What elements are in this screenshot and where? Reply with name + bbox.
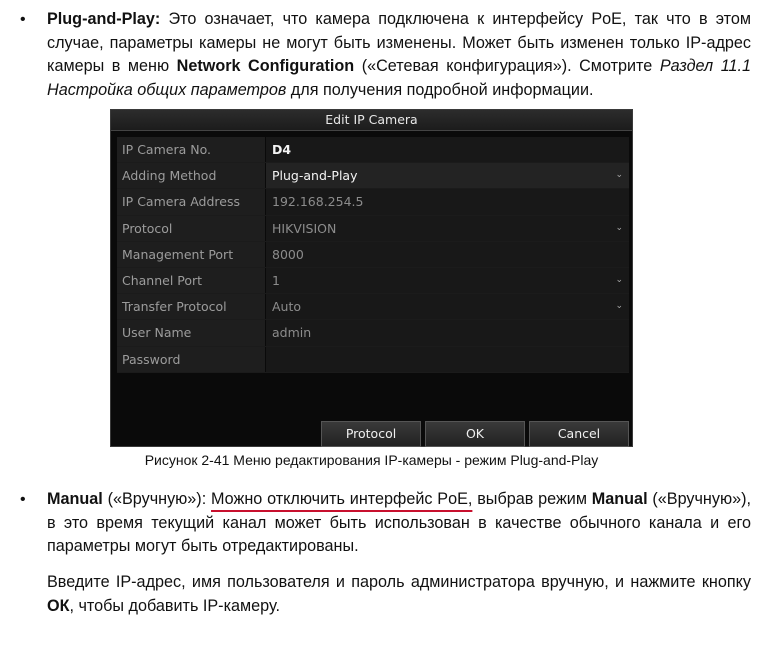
camera-no-field[interactable]: D4 — [266, 137, 629, 162]
section-reference: Раздел 11.1 Настройка общих параметров — [47, 57, 752, 99]
protocol-button[interactable]: Protocol — [321, 421, 421, 447]
dialog-button-bar — [321, 421, 633, 447]
adding-method-select[interactable] — [266, 163, 629, 188]
form-row-transfer-protocol — [117, 294, 629, 320]
channel-port-select[interactable] — [266, 268, 629, 293]
label-ip-address: IP Camera Address — [117, 189, 266, 214]
paragraph-plug-and-play: Plug-and-Play: Это означает, что камера подключена к интерфейсу PoE, так что в этом случае, параметры камеры не могут быть изменены. Может быть изменен только IP-адрес камеры в меню Network Configuration («Сетевая конфигурация»). Смотрите Раздел 11.1 Настройка общих параметров для получения подробной информации. — [47, 10, 752, 99]
password-field[interactable] — [266, 347, 629, 372]
paragraph-instructions: Введите IP-адрес, имя пользователя и пароль администратора вручную, и нажмите кнопку ОК, чтобы добавить IP-камеру. — [47, 573, 751, 615]
protocol-select[interactable] — [266, 216, 629, 241]
form-row-adding-method — [117, 163, 629, 189]
form-row-channel-port — [117, 268, 629, 294]
form-row-password — [117, 347, 629, 373]
term-manual-2: Manual — [591, 490, 648, 508]
edit-ip-camera-dialog — [110, 109, 633, 447]
form-row-camera-no — [117, 137, 629, 163]
label-protocol: Protocol — [117, 216, 266, 241]
ip-address-field[interactable]: 192.168.254.5 — [266, 189, 629, 214]
ok-label: ОК — [47, 596, 70, 615]
cancel-button[interactable]: Cancel — [529, 421, 629, 447]
adding-method-value: Plug-and-Play — [272, 168, 358, 184]
figure-caption: Рисунок 2-41 Меню редактирования IP-камеры - режим Plug-and-Play — [144, 452, 599, 468]
channel-port-value: 1 — [272, 272, 280, 288]
term-manual: Manual — [47, 490, 103, 508]
bullet-2: • — [20, 491, 26, 508]
chevron-down-icon[interactable]: ⌄ — [615, 222, 623, 233]
menu-network-configuration: Network Configuration — [176, 57, 355, 75]
ok-button[interactable]: OK — [425, 421, 525, 447]
label-user-name: User Name — [117, 320, 266, 345]
bullet-1: • — [20, 11, 26, 28]
management-port-field[interactable]: 8000 — [266, 242, 629, 267]
label-password: Password — [117, 347, 266, 372]
form-row-protocol — [117, 216, 629, 242]
label-management-port: Management Port — [117, 242, 266, 267]
transfer-protocol-select[interactable] — [266, 294, 629, 319]
form-row-user-name — [117, 320, 629, 346]
chevron-down-icon[interactable]: ⌄ — [615, 301, 623, 312]
label-transfer-protocol: Transfer Protocol — [117, 294, 266, 319]
label-camera-no: IP Camera No. — [117, 137, 266, 162]
form-row-ip-address — [117, 189, 629, 215]
chevron-down-icon[interactable]: ⌄ — [615, 274, 623, 285]
user-name-field[interactable]: admin — [266, 320, 629, 345]
paragraph-manual: Manual («Вручную»): Можно отключить интерфейс PoE, выбрав режим Manual («Вручную»), в это время текущий канал может быть использован в качестве обычного канала и его параметры могут быть отредактированы. — [47, 490, 751, 555]
term-plug-and-play: Plug-and-Play: — [47, 10, 161, 28]
dialog-title: Edit IP Camera — [111, 110, 632, 131]
transfer-protocol-value: Auto — [272, 299, 302, 315]
protocol-value: HIKVISION — [272, 220, 337, 236]
chevron-down-icon[interactable]: ⌄ — [615, 170, 623, 181]
underlined-phrase: Можно отключить интерфейс PoE, — [211, 490, 473, 508]
label-channel-port: Channel Port — [117, 268, 266, 293]
form-row-management-port — [117, 242, 629, 268]
camera-form — [117, 137, 629, 373]
label-adding-method: Adding Method — [117, 163, 266, 188]
